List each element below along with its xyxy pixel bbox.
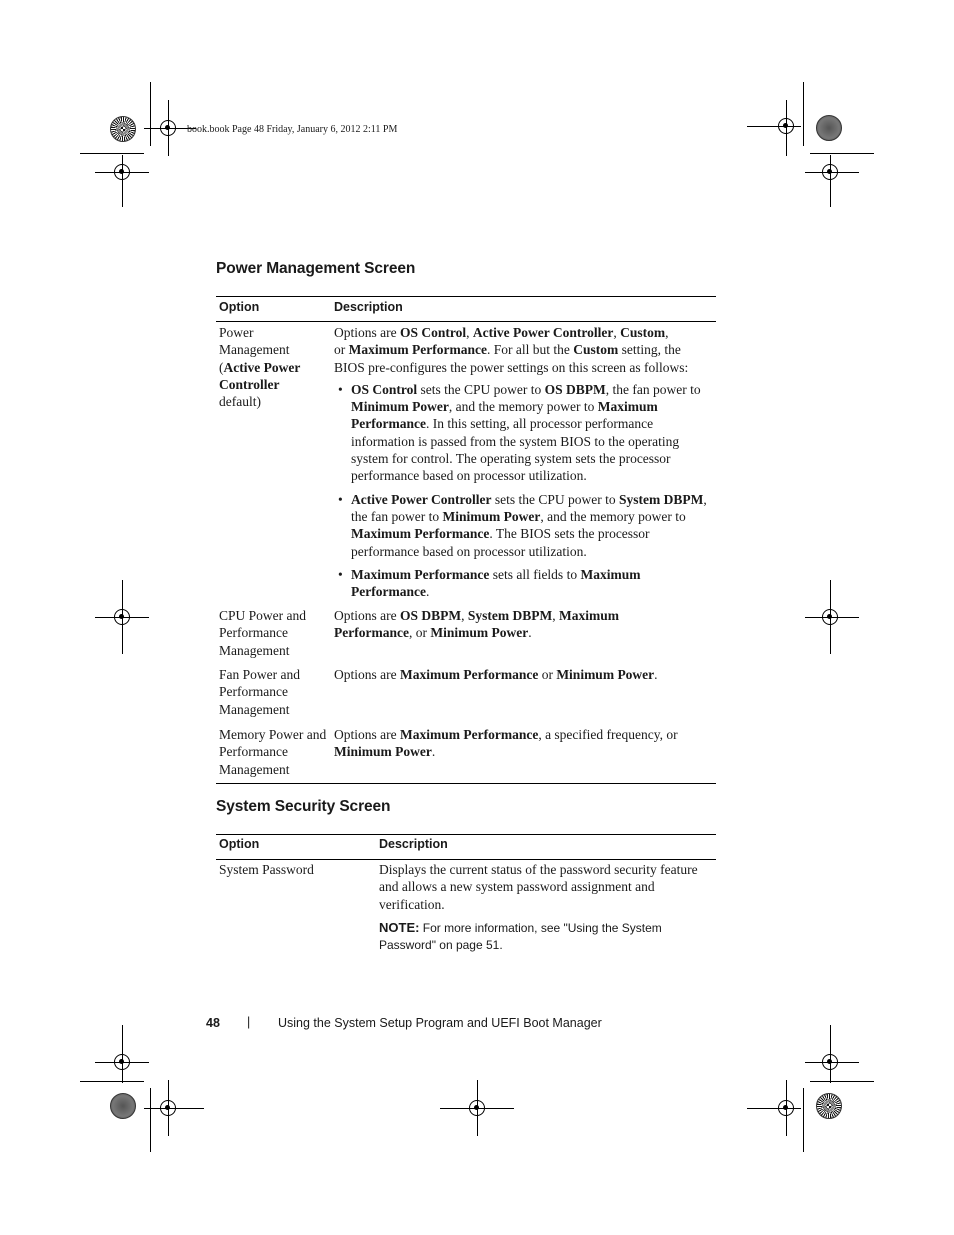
table-top-rule (216, 296, 716, 297)
section-title-power: Power Management Screen (216, 260, 416, 277)
table-bottom-rule (216, 783, 716, 784)
registration-mark-icon (778, 118, 794, 134)
crop-line (830, 155, 831, 207)
bullet-list (334, 381, 714, 601)
page-number: 48 (206, 1016, 220, 1030)
crop-line (810, 1081, 874, 1082)
registration-mark-icon (160, 1100, 176, 1116)
table-row-description: Options are Maximum Performance, a specified frequency, or Minimum Power. (334, 727, 678, 760)
column-header-description: Description (334, 300, 403, 314)
table-top-rule (216, 834, 716, 835)
crop-line (803, 82, 804, 146)
column-header-option: Option (219, 300, 260, 314)
option-text: Management (219, 342, 290, 358)
list-item: • Maximum Performance sets all fields to Maximum Performance. (334, 566, 714, 601)
note-block (379, 919, 715, 954)
table-row-option: Fan Power and Performance Management (219, 667, 300, 717)
registration-mark-icon (114, 1054, 130, 1070)
footer-separator: | (247, 1015, 251, 1029)
table-row-option: Memory Power and Performance Management (219, 727, 327, 777)
registration-mark-icon (114, 164, 130, 180)
option-text: ( (219, 359, 224, 375)
note-label: NOTE: (379, 919, 420, 935)
table-row-description: Options are Maximum Performance or Minimum Power. (334, 667, 658, 682)
crop-line (80, 153, 144, 154)
crop-line (803, 1088, 804, 1152)
color-target-icon (110, 116, 136, 142)
crop-line (122, 155, 123, 207)
registration-mark-icon (778, 1100, 794, 1116)
list-item: • OS Control sets the CPU power to OS DBPM, the fan power to Minimum Power, and the memory power to Maximum Performance. In this setting, all processor performance information is passed from the system BIOS to the operating system for control. The operating system sets the processor performance based on processor utilization. (334, 381, 714, 485)
table-row-description: Options are OS DBPM, System DBPM, Maximum Performance, or Minimum Power. (334, 608, 619, 641)
crop-line (150, 82, 151, 146)
color-target-icon (816, 1093, 842, 1119)
registration-mark-icon (469, 1100, 485, 1116)
table-row-description (334, 324, 714, 600)
registration-mark-icon (160, 120, 176, 136)
registration-mark-icon (822, 609, 838, 625)
table-row-option: CPU Power and Performance Management (219, 608, 306, 658)
table-header-rule (216, 321, 716, 322)
list-item: • Active Power Controller sets the CPU power to System DBPM, the fan power to Minimum Power, and the memory power to Maximum Performance. The BIOS sets the processor performance based on processor utilization. (334, 491, 714, 560)
column-header-description: Description (379, 837, 448, 851)
color-target-icon (816, 115, 842, 141)
registration-mark-icon (822, 164, 838, 180)
color-target-icon (110, 1093, 136, 1119)
option-text: Active Power (223, 359, 301, 375)
section-title-security: System Security Screen (216, 798, 391, 815)
crop-line (810, 153, 874, 154)
registration-mark-icon (114, 609, 130, 625)
description-text: Displays the current status of the password security feature and allows a new system password assignment and verification. (379, 862, 698, 912)
crop-line (80, 1081, 144, 1082)
crop-line (150, 1088, 151, 1152)
note-text: For more information, see "Using the System Password" on page 51. (379, 920, 662, 952)
option-text: Controller (219, 376, 280, 392)
column-header-option: Option (219, 837, 260, 851)
description-intro: Options are OS Control, Active Power Controller, Custom, or Maximum Performance. For all but the Custom setting, the BIOS pre-configures the power settings on this screen as follows: (334, 325, 689, 375)
table-row-option (219, 324, 327, 410)
option-text: Power (219, 325, 254, 340)
table-row-option: System Password (219, 862, 314, 877)
print-header: book.book Page 48 Friday, January 6, 2012 2:11 PM (187, 124, 398, 135)
table-row-description (379, 861, 715, 954)
option-text: default) (219, 394, 261, 410)
footer-chapter-title: Using the System Setup Program and UEFI Boot Manager (278, 1016, 602, 1030)
registration-mark-icon (822, 1054, 838, 1070)
table-header-rule (216, 859, 716, 860)
